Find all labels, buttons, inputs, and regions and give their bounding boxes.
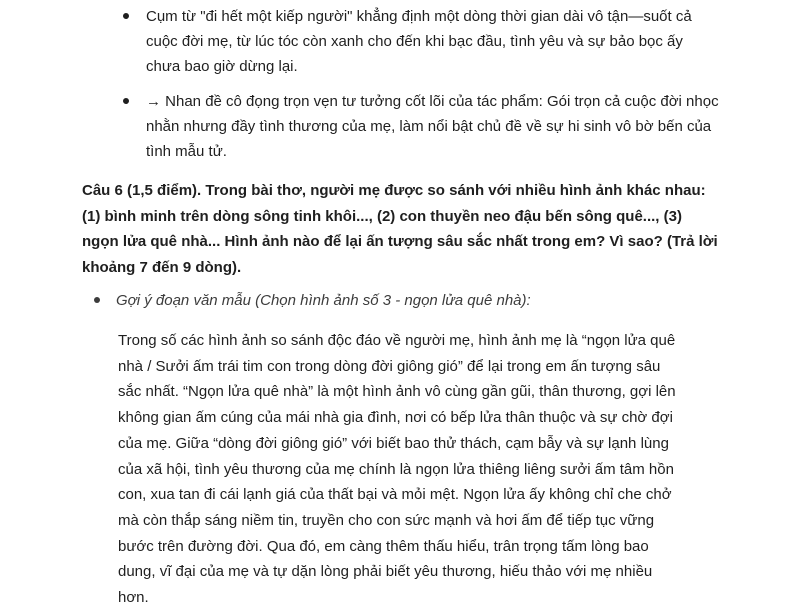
list-item	[92, 288, 712, 313]
sample-paragraph: Trong số các hình ảnh so sánh độc đáo về người mẹ, hình ảnh mẹ là “ngọn lửa quê nhà / Sưởi ấm trái tim con trong dòng đời giông gió” để lại trong em ấn tượng sâu sắc nhất. “Ngọn lửa quê nhà” là một hình ảnh vô cùng gần gũi, thân thương, gợi lên không gian ấm cúng của mái nhà gia đình, nơi có bếp lửa thân thuộc và sự chờ đợi của mẹ. Giữa “dòng đời giông gió” với biết bao thử thách, cạm bẫy và sự lạnh lùng của xã hội, tình yêu thương của mẹ chính là ngọn lửa thiêng liêng sưởi ấm tâm hồn con, xua tan đi cái lạnh giá của thất bại và mỏi mệt. Ngọn lửa ấy không chỉ che chở mà còn thắp sáng niềm tin, truyền cho con sức mạnh và hơi ấm để tiếp tục vững bước trên đường đời. Qua đó, em càng thêm thấu hiểu, trân trọng tấm lòng bao dung, vĩ đại của mẹ và tự dặn lòng phải biết yêu thương, hiếu thảo với mẹ nhiều hơn.	[118, 332, 676, 607]
question-6-heading: Câu 6 (1,5 điểm). Trong bài thơ, người mẹ được so sánh với nhiều hình ảnh khác nhau: (1) bình minh trên dòng sông tinh khôi..., (2) con thuyền neo đậu bến sông quê..., (3) ngọn lửa quê nhà... Hình ảnh nào để lại ấn tượng sâu sắc nhất trong em? Vì sao? (Trả lời khoảng 7 đến 9 dòng).	[82, 182, 718, 276]
list-item	[120, 4, 720, 79]
list-item	[120, 89, 720, 164]
bullet-icon	[94, 297, 100, 303]
analysis-bullet-list	[120, 4, 720, 174]
bullet-icon	[123, 98, 129, 104]
bullet-icon	[123, 13, 129, 19]
hint-list	[92, 288, 712, 313]
bullet-text: Cụm từ "đi hết một kiếp người" khẳng định một dòng thời gian dài vô tận—suốt cả cuộc đời mẹ, từ lúc tóc còn xanh cho đến khi bạc đầu, tình yêu và sự bảo bọc ấy chưa bao giờ dừng lại.	[146, 8, 692, 75]
bullet-text: → Nhan đề cô đọng trọn vẹn tư tưởng cốt lõi của tác phẩm: Gói trọn cả cuộc đời nhọc nhằn nhưng đầy tình thương của mẹ, làm nổi bật chủ đề về sự hi sinh vô bờ bến của tình mẫu tử.	[146, 93, 719, 160]
hint-text: Gợi ý đoạn văn mẫu (Chọn hình ảnh số 3 - ngọn lửa quê nhà):	[116, 292, 531, 309]
